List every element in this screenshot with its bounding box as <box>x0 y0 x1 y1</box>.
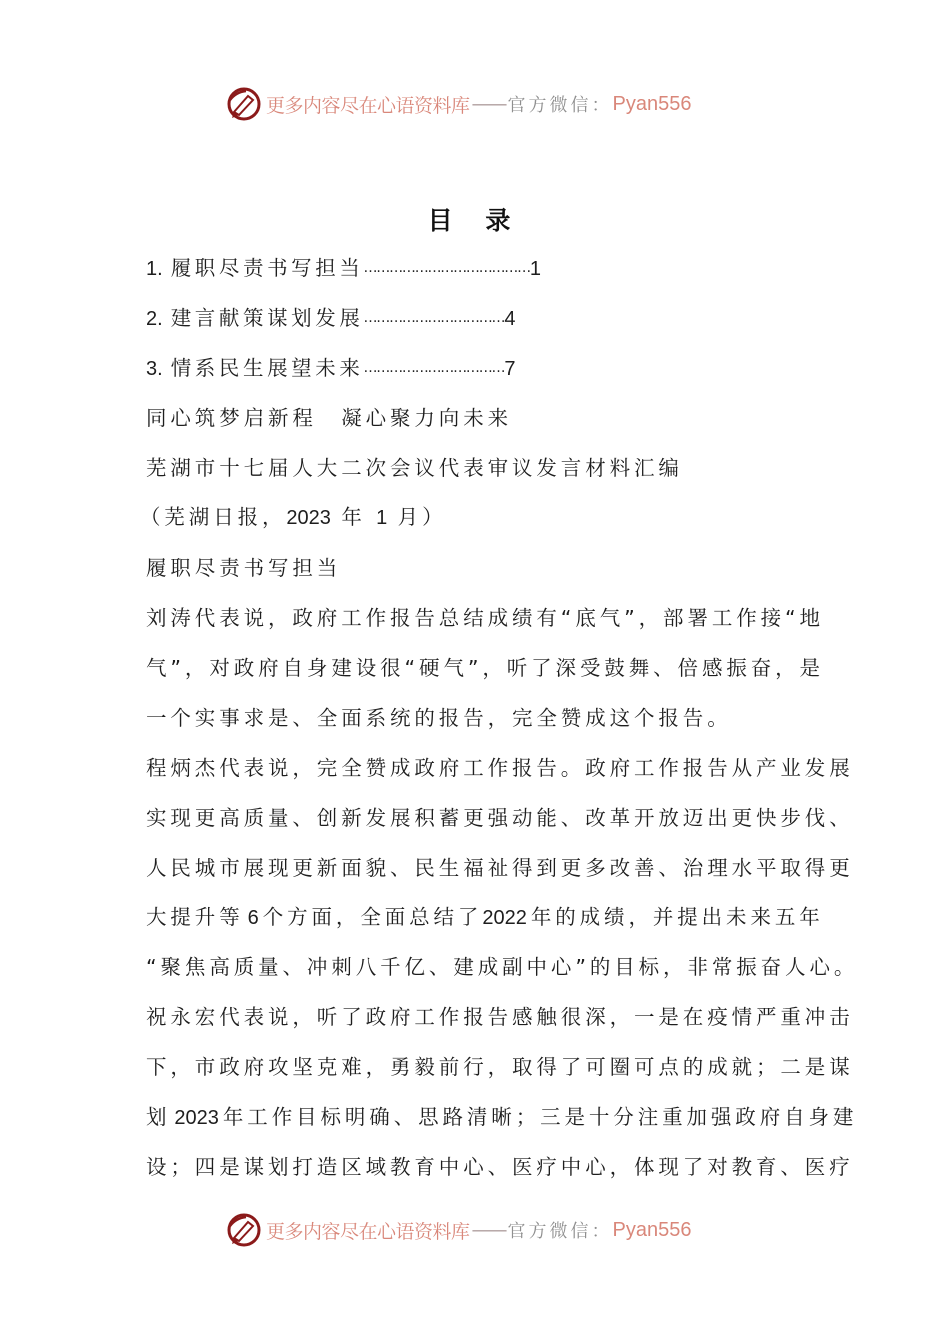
document-subtitle: 芜湖市十七届人大二次会议代表审议发言材料汇编 <box>146 456 683 480</box>
paragraph-line <box>146 803 854 833</box>
paragraph-line <box>146 853 854 883</box>
line-text: 年的成绩，并提出未来五年 <box>530 905 824 929</box>
line-number: 2022 <box>482 907 527 929</box>
toc-number: 1. <box>146 258 163 280</box>
line-text: 设；四是谋划打造区域教育中心、医疗中心，体现了对教育、医疗 <box>146 1155 854 1179</box>
line-text: 程炳杰代表说，完全赞成政府工作报告。政府工作报告从产业发展 <box>146 756 854 780</box>
toc-leader-dots: …………………………… <box>363 360 505 376</box>
toc-label: 履职尽责书写担当 <box>170 256 364 280</box>
line-text: 实现更高质量、创新发展积蓄更强动能、改革开放迈出更快步伐、 <box>146 806 854 830</box>
toc-title: 目 录 <box>427 206 523 235</box>
toc-page-number: 1 <box>529 258 542 280</box>
toc-leader-dots: …………………………… <box>363 310 505 326</box>
watermark-dash: —— <box>471 93 506 115</box>
pen-logo-icon <box>226 1212 262 1248</box>
toc-entry[interactable] <box>146 253 541 283</box>
paragraph-line <box>146 1002 854 1032</box>
toc-entry[interactable] <box>146 303 515 333</box>
watermark-wechat-id: Pyan556 <box>612 1218 692 1241</box>
toc-page-number: 7 <box>504 358 516 380</box>
line-text: 划 <box>146 1105 171 1129</box>
source-prefix: （芜湖日报， <box>140 505 287 529</box>
pen-logo-icon <box>226 86 262 122</box>
watermark-wechat-id: Pyan556 <box>612 92 692 115</box>
paragraph-line <box>146 952 858 982</box>
toc-entry[interactable] <box>146 353 515 383</box>
document-source <box>140 502 446 532</box>
line-text: 刘涛代表说，政府工作报告总结成绩有“底气”，部署工作接“地 <box>146 606 824 630</box>
toc-page-number: 4 <box>504 308 516 330</box>
paragraph-line <box>146 603 824 633</box>
line-text: 个方面，全面总结了 <box>262 905 483 929</box>
paragraph-line <box>146 753 854 783</box>
line-text: 年工作目标明确、思路清晰；三是十分注重加强政府自身建 <box>222 1105 858 1129</box>
source-suffix: 月） <box>387 505 447 529</box>
watermark-dash: —— <box>471 1219 506 1241</box>
paragraph-line <box>146 653 824 683</box>
paragraph-line <box>146 703 732 733</box>
line-text: 祝永宏代表说，听了政府工作报告感触很深，一是在疫情严重冲击 <box>146 1005 854 1029</box>
watermark-official-label: 官方微信： <box>507 95 613 116</box>
paragraph-line <box>146 1052 854 1082</box>
toc-label: 建言献策谋划发展 <box>170 306 364 330</box>
toc-number: 2. <box>146 308 163 330</box>
source-year: 2023 <box>286 507 331 529</box>
watermark-main-text: 更多内容尽在心语资料库 <box>266 1220 470 1243</box>
line-number: 6 <box>247 907 259 929</box>
line-text: 大提升等 <box>146 905 244 929</box>
line-text: 人民城市展现更新面貌、民生福祉得到更多改善、治理水平取得更 <box>146 856 854 880</box>
section-title: 履职尽责书写担当 <box>146 556 342 580</box>
line-text: “聚焦高质量、冲刺八千亿、建成副中心”的目标，非常振奋人心。 <box>146 955 859 979</box>
toc-number: 3. <box>146 358 163 380</box>
paragraph-line <box>146 902 824 932</box>
watermark-main-text: 更多内容尽在心语资料库 <box>266 94 470 117</box>
line-number: 2023 <box>174 1107 219 1129</box>
source-year-unit: 年 <box>330 505 377 529</box>
line-text: 一个实事求是、全面系统的报告，完全赞成这个报告。 <box>146 706 732 730</box>
toc-label: 情系民生展望未来 <box>170 356 364 380</box>
line-text: 下，市政府攻坚克难，勇毅前行，取得了可圈可点的成就；二是谋 <box>146 1055 854 1079</box>
line-text: 气”，对政府自身建设很“硬气”，听了深受鼓舞、倍感振奋，是 <box>146 656 824 680</box>
watermark-footer <box>226 1210 726 1250</box>
watermark-header <box>226 84 726 124</box>
paragraph-line <box>146 1102 857 1132</box>
source-month: 1 <box>376 507 388 529</box>
toc-leader-dots: ………………………………… <box>363 260 530 276</box>
watermark-official-label: 官方微信： <box>507 1221 613 1242</box>
paragraph-line <box>146 1152 854 1182</box>
document-heading: 同心筑梦启新程 凝心聚力向未来 <box>146 406 512 430</box>
